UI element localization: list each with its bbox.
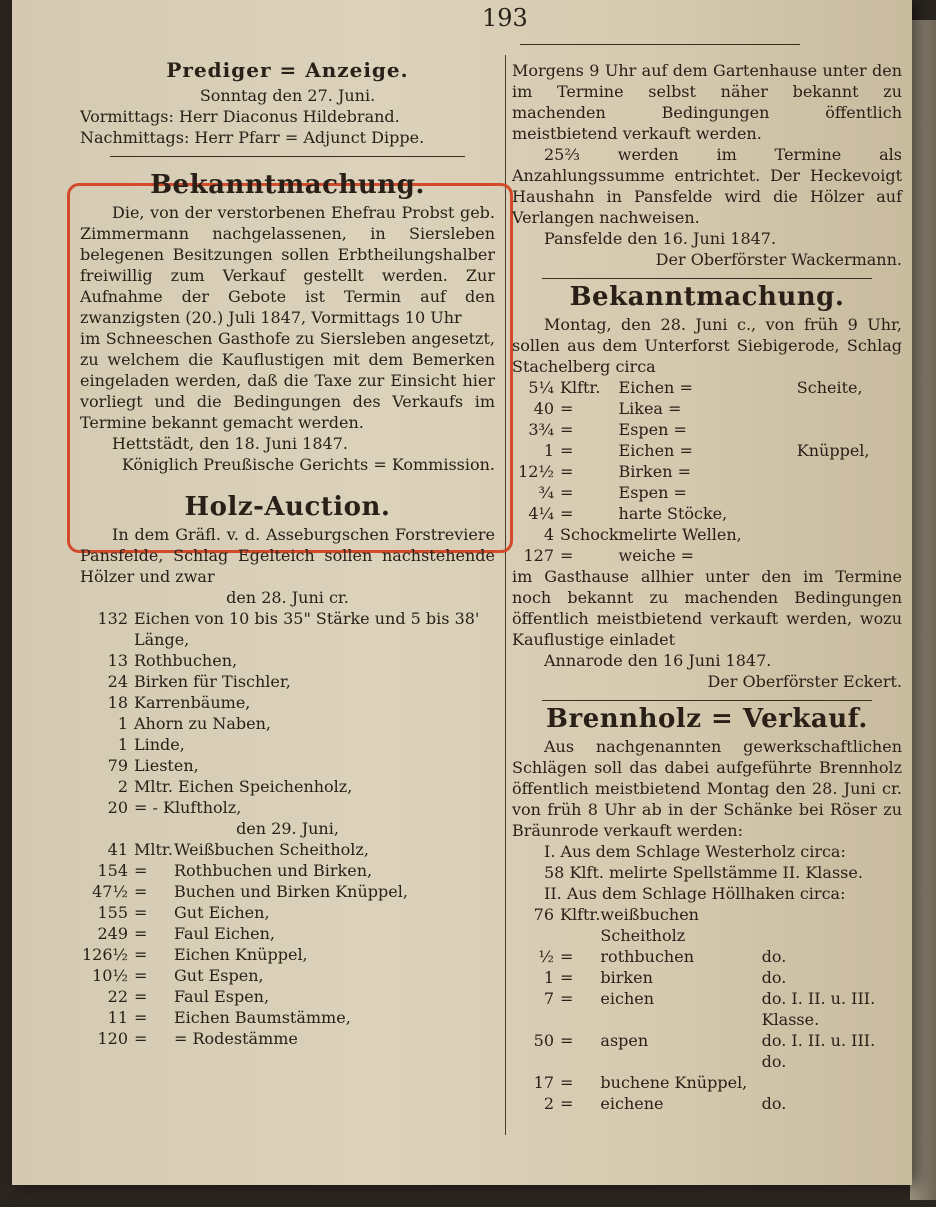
list-item — [80, 923, 495, 944]
item-num: 5¼ — [528, 378, 554, 397]
list-item — [80, 881, 495, 902]
item-num: 20 — [107, 798, 128, 817]
bek2-place: Annarode den 16 Juni 1847. — [544, 651, 772, 670]
item-unit: = — [560, 546, 574, 565]
item-unit: Schock — [560, 525, 619, 544]
item-unit: = — [134, 882, 148, 901]
item-text: Birken für Tischler, — [134, 672, 291, 691]
holz-list-2 — [80, 839, 495, 1049]
item-text: Rothbuchen, — [134, 651, 238, 670]
brenn-sec1: I. Aus dem Schlage Westerholz circa: — [544, 842, 846, 861]
list-item — [80, 902, 495, 923]
item-unit: Mltr. — [134, 840, 173, 859]
item-num: 47½ — [92, 882, 128, 901]
item-text: Rothbuchen und Birken, — [174, 861, 373, 880]
item-num: 40 — [533, 399, 554, 418]
list-item — [512, 1072, 902, 1093]
item-unit: = — [560, 947, 574, 966]
holz-section — [80, 492, 495, 1049]
item-num: 7 — [543, 989, 554, 1008]
item-num: 4 — [543, 525, 554, 544]
item-num: 12½ — [518, 462, 554, 481]
underlying-page-edge — [910, 20, 936, 1200]
item-group — [797, 461, 902, 482]
item-num: 154 — [97, 861, 128, 880]
list-item — [512, 1030, 902, 1072]
item-text: birken — [600, 968, 653, 987]
item-unit: = — [134, 1008, 148, 1027]
brenn-sec1-item: 58 Klft. melirte Spellstämme II. Klasse. — [544, 863, 863, 882]
item-text: eichen — [600, 989, 655, 1008]
item-text: Likea = — [618, 399, 682, 418]
holz-date2: den 29. Juni, — [236, 819, 339, 838]
item-unit: = — [560, 399, 574, 418]
item-text: Buchen und Birken Knüppel, — [174, 882, 408, 901]
bek2-list — [512, 377, 902, 566]
bek2-signature: Der Oberförster Eckert. — [707, 672, 902, 691]
item-text: Eichen Baumstämme, — [174, 1008, 351, 1027]
item-num: 120 — [97, 1029, 128, 1048]
list-item — [80, 1007, 495, 1028]
list-item — [512, 482, 902, 503]
list-item — [512, 419, 902, 440]
prediger-section — [80, 60, 495, 148]
list-item — [80, 650, 495, 671]
list-item — [512, 398, 902, 419]
list-item — [512, 377, 902, 398]
item-num: 11 — [107, 1008, 128, 1027]
item-text: Liesten, — [134, 756, 199, 775]
cont-p2: 25⅔ werden im Termine als Anzahlungssumme entrichtet. Der Heckevoigt Haushahn in Pansfelde wird die Hölzer auf Verlangen nachweisen. — [512, 145, 902, 227]
list-item — [512, 545, 902, 566]
item-cls: do. I. II. u. III. Klasse. — [761, 989, 876, 1029]
item-group — [797, 524, 902, 545]
item-unit: = — [560, 504, 574, 523]
holz-title: Holz-Auction. — [184, 492, 391, 522]
list-item — [80, 860, 495, 881]
item-text: weiche = — [618, 546, 695, 565]
item-unit: = — [134, 945, 148, 964]
item-unit: Klftr. — [560, 378, 601, 397]
item-cls: do. — [761, 947, 787, 966]
item-text: Eichen von 10 bis 35" Stärke und 5 bis 38' Länge, — [134, 609, 480, 649]
item-num: 127 — [523, 546, 554, 565]
section-rule — [542, 700, 872, 701]
bekanntmachung-place: Hettstädt, den 18. Juni 1847. — [112, 434, 348, 453]
item-unit: = — [560, 462, 574, 481]
item-unit: = — [560, 1031, 574, 1050]
item-text: Weißbuchen Scheitholz, — [174, 840, 369, 859]
list-item — [80, 944, 495, 965]
item-text: weißbuchen Scheitholz — [600, 905, 699, 945]
right-column — [512, 60, 902, 1114]
section-rule — [110, 156, 465, 157]
bekanntmachung-title: Bekanntmachung. — [150, 170, 425, 200]
item-group: Scheite, — [796, 378, 863, 397]
item-text: Gut Espen, — [174, 966, 264, 985]
prediger-date: Sonntag den 27. Juni. — [199, 86, 376, 105]
item-group — [797, 503, 902, 524]
item-unit: = — [560, 441, 574, 460]
item-text: Birken = — [618, 462, 691, 481]
item-text: = - Kluftholz, — [134, 798, 242, 817]
list-item — [512, 988, 902, 1030]
item-unit: = — [560, 483, 574, 502]
item-num: 41 — [107, 840, 128, 859]
brenn-section — [512, 704, 902, 1114]
item-group: Knüppel, — [796, 441, 870, 460]
list-item — [80, 608, 495, 650]
item-text: Gut Eichen, — [174, 903, 270, 922]
list-item — [80, 1028, 495, 1049]
item-group — [797, 419, 902, 440]
item-num: 76 — [533, 905, 554, 924]
item-text: Ahorn zu Naben, — [134, 714, 271, 733]
item-group — [797, 398, 902, 419]
item-unit: = — [560, 968, 574, 987]
list-item — [512, 461, 902, 482]
item-text: Eichen = — [618, 378, 693, 397]
item-text: Faul Eichen, — [174, 924, 275, 943]
item-cls — [762, 904, 902, 946]
item-unit: = — [134, 924, 148, 943]
item-num: 1 — [117, 714, 128, 733]
item-cls: do. — [761, 1094, 787, 1113]
item-num: 79 — [107, 756, 128, 775]
item-num: 1 — [117, 735, 128, 754]
bekanntmachung-body2: im Schneeschen Gasthofe zu Siersleben angesetzt, zu welchem die Kauflustigen mit dem Bemerken eingeladen werden, daß die Taxe zur Einsicht hier vorliegt und die Bedingungen des Verkaufs im Termine bekannt gemacht werden. — [80, 329, 495, 432]
item-unit: = — [560, 1094, 574, 1113]
item-text: rothbuchen — [600, 947, 695, 966]
holz-list-1 — [80, 608, 495, 818]
item-num: 50 — [533, 1031, 554, 1050]
list-item — [512, 946, 902, 967]
item-text: buchene Knüppel, — [600, 1073, 748, 1092]
item-text: melirte Wellen, — [618, 525, 742, 544]
bekanntmachung-body1: Die, von der verstorbenen Ehefrau Probst geb. Zimmermann nachgelassenen, in Siersleben belegenen Besitzungen sollen Erbtheilungshalber freiwillig zum Verkauf gestellt werden. Zur Aufnahme der Gebote ist Termin auf den zwanzigsten (20.) Juli 1847, Vormittags 10 Uhr — [80, 203, 495, 327]
bek2-title: Bekanntmachung. — [569, 282, 845, 312]
item-num: 17 — [533, 1073, 554, 1092]
list-item — [512, 1093, 902, 1114]
bekanntmachung-section — [80, 170, 495, 475]
list-item — [512, 440, 902, 461]
brenn-list — [512, 904, 902, 1114]
list-item — [80, 839, 495, 860]
bekanntmachung-signature: Königlich Preußische Gerichts = Kommission. — [121, 455, 495, 474]
list-item — [80, 755, 495, 776]
list-item — [512, 904, 902, 946]
item-text: Mltr. Eichen Speichenholz, — [134, 777, 353, 796]
cont-p1: Morgens 9 Uhr auf dem Gartenhause unter den im Termine selbst näher bekannt zu machenden Bedingungen öffentlich meistbietend verkauft werden. — [512, 61, 902, 143]
continuation-section — [512, 60, 902, 270]
item-unit: = — [134, 903, 148, 922]
item-text: = Rodestämme — [174, 1029, 298, 1048]
prediger-nachmittags: Nachmittags: Herr Pfarr = Adjunct Dippe. — [80, 128, 425, 147]
list-item — [80, 671, 495, 692]
cont-place: Pansfelde den 16. Juni 1847. — [544, 229, 777, 248]
item-num: ¾ — [538, 483, 554, 502]
item-num: 126½ — [81, 945, 128, 964]
item-unit: = — [560, 1073, 574, 1092]
list-item — [80, 692, 495, 713]
list-item — [80, 776, 495, 797]
item-num: ½ — [538, 947, 554, 966]
item-unit: = — [134, 861, 148, 880]
cont-signature: Der Oberförster Wackermann. — [655, 250, 902, 269]
list-item — [80, 734, 495, 755]
item-num: 132 — [97, 609, 128, 628]
holz-intro: In dem Gräfl. v. d. Asseburgschen Forstreviere Pansfelde, Schlag Egelteich sollen nachstehende Hölzer und zwar — [80, 525, 495, 586]
list-item — [80, 986, 495, 1007]
item-num: 10½ — [92, 966, 128, 985]
item-text: Espen = — [618, 483, 687, 502]
item-unit: = — [134, 987, 148, 1006]
item-text: Eichen = — [618, 441, 693, 460]
prediger-vormittags: Vormittags: Herr Diaconus Hildebrand. — [80, 107, 400, 126]
list-item — [80, 797, 495, 818]
item-unit: = — [560, 989, 574, 1008]
left-column — [80, 60, 495, 1049]
item-text: aspen — [600, 1031, 649, 1050]
list-item — [512, 524, 902, 545]
item-cls — [762, 1072, 902, 1093]
item-num: 4¼ — [528, 504, 554, 523]
bek2-section — [512, 282, 902, 692]
item-unit: = — [134, 1029, 148, 1048]
list-item — [512, 503, 902, 524]
item-text: eichene — [600, 1094, 664, 1113]
item-num: 155 — [97, 903, 128, 922]
item-text: Karrenbäume, — [134, 693, 251, 712]
item-num: 1 — [543, 441, 554, 460]
item-num: 2 — [117, 777, 128, 796]
list-item — [80, 713, 495, 734]
list-item — [80, 965, 495, 986]
item-group — [797, 482, 902, 503]
item-cls: do. — [761, 968, 787, 987]
item-num: 24 — [107, 672, 128, 691]
item-num: 1 — [543, 968, 554, 987]
brenn-sec2: II. Aus dem Schlage Höllhaken circa: — [544, 884, 846, 903]
item-num: 249 — [97, 924, 128, 943]
item-text: Eichen Knüppel, — [174, 945, 308, 964]
prediger-title: Prediger = Anzeige. — [166, 58, 409, 82]
page-number: 193 — [482, 4, 528, 32]
brenn-title: Brennholz = Verkauf. — [546, 704, 868, 734]
item-unit: = — [560, 420, 574, 439]
item-text: Faul Espen, — [174, 987, 270, 1006]
list-item — [512, 967, 902, 988]
holz-date1: den 28. Juni cr. — [226, 588, 349, 607]
header-rule — [520, 44, 800, 45]
item-num: 22 — [107, 987, 128, 1006]
item-num: 2 — [543, 1094, 554, 1113]
item-text: Espen = — [618, 420, 687, 439]
item-num: 18 — [107, 693, 128, 712]
brenn-intro: Aus nachgenannten gewerkschaftlichen Schlägen soll das dabei aufgeführte Brennholz öffentlich meistbietend Montag den 28. Juni cr. von früh 8 Uhr ab in der Schänke bei Röser zu Bräunrode verkauft werden: — [512, 737, 902, 840]
item-unit: Klftr. — [560, 905, 601, 924]
item-text: Linde, — [134, 735, 185, 754]
item-text: harte Stöcke, — [618, 504, 728, 523]
bek2-intro: Montag, den 28. Juni c., von früh 9 Uhr, sollen aus dem Unterforst Siebigerode, Schlag Stachelberg circa — [512, 315, 902, 376]
item-unit: = — [134, 966, 148, 985]
section-rule — [542, 278, 872, 279]
item-num: 13 — [107, 651, 128, 670]
item-cls: do. I. II. u. III. do. — [761, 1031, 876, 1071]
bek2-outro: im Gasthause allhier unter den im Termine noch bekannt zu machenden Bedingungen öffentlich meistbietend verkauft werden, wozu Kauflustige einladet — [512, 567, 902, 649]
item-num: 3¾ — [528, 420, 554, 439]
item-group — [797, 545, 902, 566]
